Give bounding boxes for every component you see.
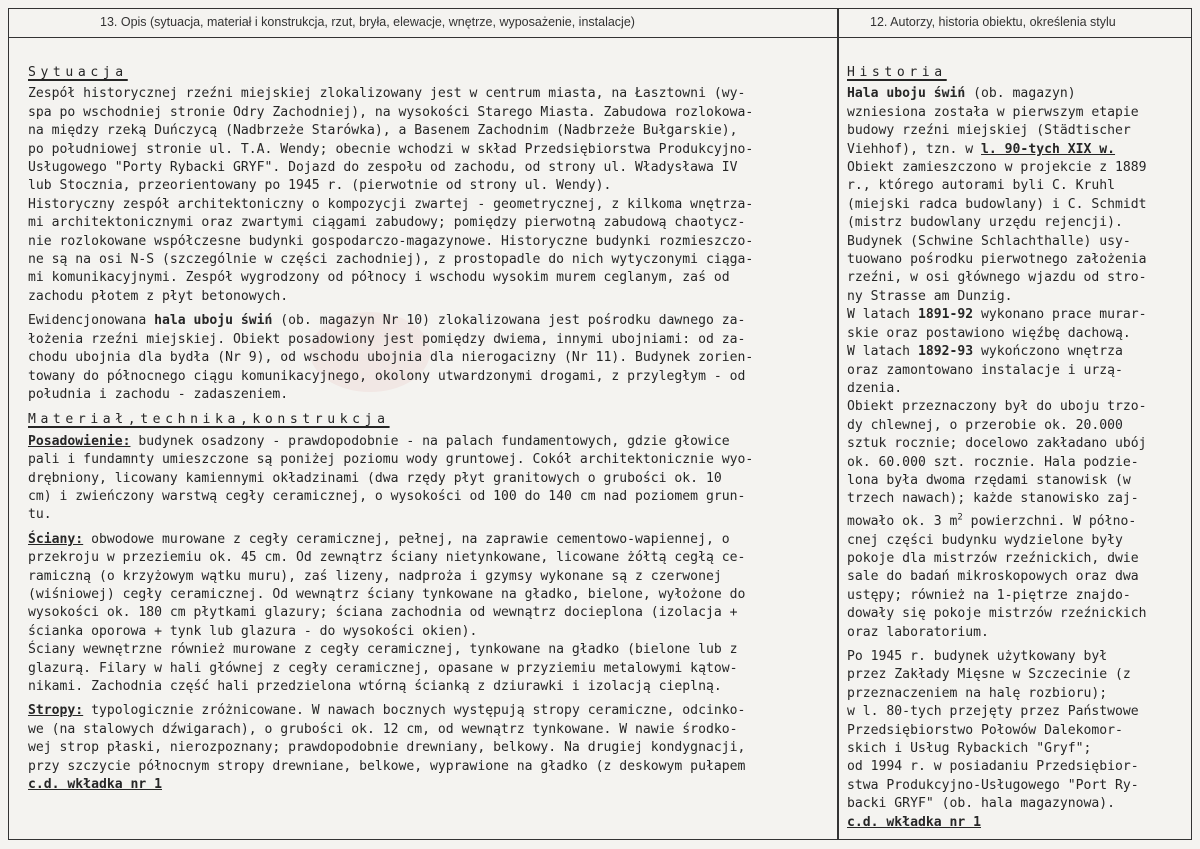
text-line: budowy rzeźni miejskiej (Städtischer xyxy=(847,123,1131,139)
text-line: mi architektonicznymi oraz zwartymi ciągami zabudowy; pomiędzy pierwotną zabudową chaotycz- xyxy=(28,215,746,231)
text-line: sale do badań mikroskopowych oraz dwa xyxy=(847,569,1139,585)
text-line: nikami. Zachodnia część hali przedzielona wtórną ścianką z dziurawki i izolacją cieplną. xyxy=(28,679,722,694)
situation-paragraph-2 xyxy=(28,312,808,404)
text-line: przekroju w przeziemiu ok. 45 cm. Od zewnątrz ściany nietynkowane, licowane żółtą cegłą ce- xyxy=(28,550,746,566)
text-line: przy szczycie północnym stropy drewniane, belkowe, wyprawione na gładko (z deskowym pułapem xyxy=(28,758,746,774)
text-line: rzeźni, w osi głównego wjazdu od stro- xyxy=(847,270,1147,286)
text-line: typologicznie zróżnicowane. W nawach bocznych występują stropy ceramiczne, odcinko- xyxy=(83,703,746,719)
text-line: Obiekt przeznaczony był do uboju trzo- xyxy=(847,399,1147,415)
text-line: Ewidencjonowana hala uboju świń (ob. magazyn Nr 10) zlokalizowana jest pośrodku dawnego za- xyxy=(28,313,746,329)
continuation-note: c.d. wkładka nr 1 xyxy=(28,777,163,793)
text-line: budynek osadzony - prawdopodobnie - na palach fundamentowych, gdzie głowice xyxy=(130,433,730,449)
text-line: od 1994 r. w posiadaniu Przedsiębior- xyxy=(847,759,1139,775)
text-line: dy chlewnej, o przerobie ok. 20.000 xyxy=(847,417,1123,433)
text-line: Obiekt zamieszczono w projekcie z 1889 xyxy=(847,160,1147,176)
walls-label: Ściany: xyxy=(28,531,84,547)
text-line: (wiśniowej) cegły ceramicznej. Od wewnątrz ściany tynkowane na gładko, bielone, wyłożone do xyxy=(28,586,746,602)
text-line: tu. xyxy=(28,507,52,523)
text-line: mi komunikacyjnymi. Zespół wygrodzony od północy i wschodu wysokim murem ceglanym, zaś od xyxy=(28,270,730,286)
text-line: na między rzeką Duńczycą (Nadbrzeże Starówka), a Basenem Zachodnim (Nadbrzeże Bułgarskie), xyxy=(28,123,738,139)
text-line: ramiczną (o krzyżowym wątku muru), zaś lizeny, nadproża i gzymsy wykonane są z czerwonej xyxy=(28,568,722,584)
object-name: hala uboju świń xyxy=(154,313,273,329)
text-line: Zespół historycznej rzeźni miejskiej zlokalizowany jest w centrum miasta, na Łasztowni (wy- xyxy=(28,86,746,102)
text-line: Przedsiębiorstwo Połowów Dalekomor- xyxy=(847,722,1123,738)
text-line: chodu ubojnia dla bydła (Nr 9), od wschodu ubojnia dla nierogacizny (Nr 11). Budynek zorien- xyxy=(28,350,754,366)
text-line: trzech nawach); każde stanowisko zaj- xyxy=(847,491,1139,507)
text-line: towany do północnego ciągu komunikacyjnego, okolony utwardzonymi drogami, z przyległym - od xyxy=(28,368,746,384)
section-title-situation: Sytuacja xyxy=(28,65,128,80)
ceilings-label: Stropy: xyxy=(28,703,84,719)
text-line: skie oraz postawiono więźbę dachową. xyxy=(847,325,1131,341)
text-line: dzenia. xyxy=(847,380,903,396)
text-line: zachodu płotem z płyt betonowych. xyxy=(28,288,289,304)
history-paragraph-1 xyxy=(847,85,1175,642)
text-line: południa i zachodu - zadaszeniem. xyxy=(28,386,289,402)
date-bold: 1892-93 xyxy=(917,344,974,360)
text-line: ny Strasse am Dunzig. xyxy=(847,288,1013,304)
text-line: glazurą. Filary w hali głównej z cegły ceramicznej, opasane w przyziemiu metalowymi kątow- xyxy=(28,660,738,676)
text-line: skich i Usług Rybackich "Gryf"; xyxy=(847,740,1092,756)
text-line: nie rozlokowane współczesne budynki gospodarczo-magazynowe. Historyczne budynki rozmieszczo- xyxy=(28,233,754,249)
text-line: Hala uboju świń (ob. magazyn) xyxy=(847,86,1076,102)
text-line: mowało ok. 3 $m^2$ powierzchni. W półno- xyxy=(847,512,1137,530)
history-paragraph-2 xyxy=(847,648,1175,832)
text-line: W latach 1891-92 wykonano prace murar- xyxy=(847,307,1147,323)
header-description: 13. Opis (sytuacja, materiał i konstrukcja, rzut, bryła, elewacje, wnętrze, wyposażenie, instalacje) xyxy=(100,15,635,29)
text-line: cm) i zwieńczony warstwą cegły ceramicznej, o wysokości od 100 do 140 cm nad poziomem grun- xyxy=(28,488,746,504)
text-line: dowały się pokoje mistrzów rzeźnickich xyxy=(847,606,1147,622)
text-line: ne są na osi N-S (szczególnie w części zachodniej), z prostopadle do nich wytyczonymi ciąga- xyxy=(28,252,754,268)
foundation-label: Posadowienie: xyxy=(28,433,131,449)
header-rule xyxy=(8,37,1192,38)
text-line: pokoje dla mistrzów rzeźnickich, dwie xyxy=(847,550,1139,566)
text-line: (mistrz budowlany urzędu rejencji). xyxy=(847,215,1123,231)
text-line: wysokości ok. 180 cm płytkami glazury; ściana zachodnia od wewnątrz docieplona (izolacja + xyxy=(28,605,738,621)
header-history: 12. Autorzy, historia obiektu, określenia stylu xyxy=(870,15,1116,29)
text-line: lona była dwoma rzędami stanowisk (w xyxy=(847,472,1131,488)
text-line: ustępy; również na 1-piętrze znajdo- xyxy=(847,587,1131,603)
text-line: Po 1945 r. budynek użytkowany był xyxy=(847,648,1108,664)
text-line: oraz zamontowano instalacje i urzą- xyxy=(847,362,1123,378)
date-bold: 1891-92 xyxy=(917,307,974,323)
history-column xyxy=(847,64,1175,832)
text-line: Historyczny zespół architektoniczny o kompozycji zwartej - geometrycznej, z kilkoma wnętrza- xyxy=(28,196,754,212)
text-line: we (na stalowych dźwigarach), o grubości ok. 12 cm, od wewnątrz tynkowane. W nawie środko- xyxy=(28,721,738,737)
text-line: drębniony, licowany kamiennymi okładzinami (dwa rzędy płyt granitowych o grubości ok. 10 xyxy=(28,470,722,486)
date-highlight: l. 90-tych XIX w. xyxy=(981,141,1116,157)
object-name: Hala uboju świń xyxy=(847,86,966,102)
continuation-note: c.d. wkładka nr 1 xyxy=(847,814,982,830)
text-line: oraz laboratorium. xyxy=(847,624,989,640)
description-column xyxy=(28,64,808,794)
text-line: r., którego autorami byli C. Kruhl xyxy=(847,178,1116,194)
text-line: tuowano pośrodku pierwotnego założenia xyxy=(847,252,1147,268)
text-line: w l. 80-tych przejęty przez Państwowe xyxy=(847,704,1139,720)
text-line: spa po wschodniej stronie Odry Zachodniej), na wysokości Starego Miasta. Zabudowa rozlokowa- xyxy=(28,104,754,120)
text-line: wej strop płaski, nierozpoznany; prawdopodobnie drewniany, belkowy. Na drugiej kondygnacji, xyxy=(28,740,746,756)
section-title-material: Materiał,technika,konstrukcja xyxy=(28,412,390,428)
text-line: stwa Produkcyjno-Usługowego "Port Ry- xyxy=(847,777,1139,793)
text-line: Viehhof), tzn. w l. 90-tych XIX w. xyxy=(847,141,1116,157)
text-line: Budynek (Schwine Schlachthalle) usy- xyxy=(847,233,1131,249)
text-line: ścianka oporowa + tynk lub glazura - do wysokości okien). xyxy=(28,623,478,639)
text-line: obwodowe murowane z cegły ceramicznej, pełnej, na zaprawie cementowo-wapiennej, o xyxy=(83,531,730,547)
text-line: łożenia rzeźni miejskiej. Obiekt posadowiony jest pomiędzy dwiema, innymi ubojniami: od za- xyxy=(28,331,746,347)
text-line: przez Zakłady Mięsne w Szczecinie (z xyxy=(847,667,1131,683)
text-line: backi GRYF" (ob. hala magazynowa). xyxy=(847,796,1116,812)
situation-paragraph-1 xyxy=(28,85,808,306)
text-line: przeznaczeniem na halę rozbioru); xyxy=(847,685,1108,701)
text-line: lub Stocznia, przeorientowany po 1945 r. (pierwotnie od strony ul. Wendy). xyxy=(28,178,612,194)
walls-paragraph xyxy=(28,531,808,697)
text-line: po południowej stronie ul. T.A. Wendy; obecnie wchodzi w skład Przedsiębiorstwa Produkcyjno- xyxy=(28,141,754,157)
text-line: sztuk rocznie; docelowo zakładano ubój xyxy=(847,436,1147,452)
text-line: Usługowego "Porty Rybacki GRYF". Dojazd do zespołu od zachodu, od strony ul. Władysława IV xyxy=(28,160,738,176)
ceilings-paragraph xyxy=(28,702,808,794)
text-line: wzniesiona została w pierwszym etapie xyxy=(847,104,1139,120)
text-line: ok. 60.000 szt. rocznie. Hala podzie- xyxy=(847,454,1139,470)
text-line: Ściany wewnętrzne również murowane z cegły ceramicznej, tynkowane na gładko (bielone lub z xyxy=(28,642,738,658)
section-title-history: Historia xyxy=(847,65,947,80)
text-line: W latach 1892-93 wykończono wnętrza xyxy=(847,344,1123,360)
text-line: cnej części budynku wydzielone były xyxy=(847,532,1123,548)
text-line: (miejski radca budowlany) i C. Schmidt xyxy=(847,196,1147,212)
foundation-paragraph xyxy=(28,433,808,525)
column-divider xyxy=(837,8,839,840)
text-line: pali i fundamnty umieszczone są poniżej poziomu wody gruntowej. Cokół architektonicznie wyo- xyxy=(28,452,754,468)
